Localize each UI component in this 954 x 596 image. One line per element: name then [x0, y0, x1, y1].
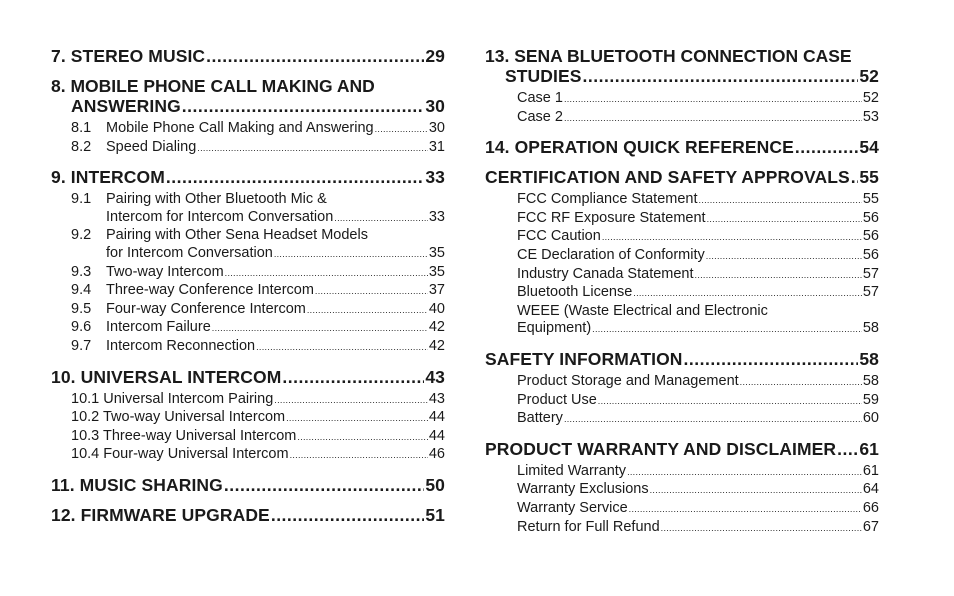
subentry-title: 10.3 Three-way Universal Intercom — [71, 427, 297, 444]
dot-leader — [274, 392, 428, 410]
subentry-title-line1: Pairing with Other Sena Headset Models — [106, 227, 368, 244]
subentry-number: 9.1 — [71, 191, 92, 208]
dot-leader — [182, 96, 425, 116]
toc-subentry[interactable] — [485, 90, 879, 109]
dot-leader — [375, 121, 428, 139]
page-number: 33 — [428, 208, 445, 225]
toc-subentry[interactable] — [485, 410, 879, 429]
subentry-title-line2: Equipment) — [517, 320, 592, 337]
dot-leader — [224, 475, 424, 495]
subentry-title-line1[interactable]: WEEE (Waste Electrical and Electronic — [517, 302, 768, 319]
page-number: 61 — [859, 438, 879, 459]
dot-leader — [661, 520, 862, 538]
dot-leader — [602, 229, 862, 247]
toc-subentry[interactable] — [485, 266, 879, 285]
subentry-title: Intercom Failure — [106, 319, 211, 336]
toc-subentry[interactable] — [485, 228, 879, 247]
toc-subentry[interactable] — [485, 373, 879, 392]
toc-subentry[interactable] — [51, 301, 445, 320]
page-number: 35 — [428, 244, 445, 261]
toc-subentry[interactable] — [485, 109, 879, 128]
toc-subentry[interactable] — [51, 338, 445, 357]
dot-leader — [286, 410, 428, 428]
toc-section-14 — [485, 137, 879, 157]
toc-subentry[interactable] — [485, 284, 879, 303]
page-number: 51 — [425, 504, 445, 525]
toc-right-column — [485, 46, 879, 547]
dot-leader — [197, 140, 428, 158]
dot-leader — [695, 267, 862, 285]
page-number: 58 — [862, 320, 879, 337]
subentry-number: 8.2 — [71, 138, 92, 155]
dot-leader — [684, 349, 859, 369]
page-number: 56 — [862, 209, 879, 226]
page-number: 55 — [859, 167, 879, 188]
page-number: 56 — [862, 246, 879, 263]
toc-subentry[interactable] — [51, 120, 445, 139]
toc-section-warranty — [485, 439, 879, 537]
subentry-title: Two-way Intercom — [106, 263, 224, 280]
subentry-title: 10.2 Two-way Universal Intercom — [71, 409, 286, 426]
page-number: 57 — [862, 265, 879, 282]
toc-subentry[interactable] — [51, 264, 445, 283]
subentry-title: Return for Full Refund — [517, 518, 660, 535]
dot-leader — [699, 192, 862, 210]
subentry-title: Product Use — [517, 391, 597, 408]
subentry-title: Battery — [517, 410, 563, 427]
dot-leader — [282, 367, 424, 387]
section-title: 10. UNIVERSAL INTERCOM — [51, 366, 282, 387]
page-number: 52 — [859, 66, 879, 86]
toc-entry-certification[interactable] — [485, 167, 879, 187]
page-number: 52 — [862, 90, 879, 106]
page-number: 59 — [862, 391, 879, 408]
subentry-title-line2: Intercom for Intercom Conversation — [106, 208, 334, 225]
page-number: 66 — [862, 499, 879, 516]
dot-leader — [315, 283, 428, 301]
page-number: 37 — [428, 282, 445, 299]
page-number: 31 — [428, 138, 445, 155]
toc-subentry[interactable] — [485, 519, 879, 538]
subentry-title: Limited Warranty — [517, 462, 627, 479]
subentry-title-line1: Pairing with Other Bluetooth Mic & — [106, 191, 327, 208]
toc-entry-mobile-phone[interactable] — [51, 96, 445, 116]
dot-leader — [627, 464, 862, 482]
section-title: 14. OPERATION QUICK REFERENCE — [485, 137, 794, 158]
page-number: 44 — [428, 409, 445, 426]
subentry-number: 9.2 — [71, 227, 92, 244]
dot-leader — [564, 411, 862, 429]
toc-subentry[interactable] — [485, 210, 879, 229]
toc-subentry[interactable] — [51, 282, 445, 301]
page-number: 55 — [862, 191, 879, 208]
dot-leader — [583, 66, 859, 86]
toc-section-certification — [485, 167, 879, 339]
subentry-title: 10.1 Universal Intercom Pairing — [71, 390, 274, 407]
toc-entry-universal-intercom[interactable] — [51, 367, 445, 387]
page-number: 29 — [425, 46, 445, 66]
section-title: 11. MUSIC SHARING — [51, 474, 223, 495]
dot-leader — [795, 137, 858, 157]
dot-leader — [256, 339, 428, 357]
subentry-title: Intercom Reconnection — [106, 337, 256, 354]
toc-left-column — [51, 46, 445, 535]
toc-subentry-line2[interactable] — [485, 320, 879, 339]
subentry-title: Bluetooth License — [517, 284, 633, 301]
toc-subentry[interactable] — [485, 191, 879, 210]
page-number: 50 — [425, 474, 445, 495]
toc-subentry-line1[interactable] — [51, 227, 445, 245]
subentry-title: Speed Dialing — [106, 138, 197, 155]
toc-subentry[interactable] — [51, 446, 445, 465]
dot-leader — [707, 211, 862, 229]
subentry-title: CE Declaration of Conformity — [517, 246, 705, 263]
dot-leader — [740, 374, 862, 392]
toc-subentry[interactable] — [485, 247, 879, 266]
dot-leader — [650, 482, 862, 500]
toc-entry-case-studies[interactable] — [485, 66, 879, 86]
dot-leader — [290, 447, 428, 465]
page-number: 57 — [862, 284, 879, 301]
dot-leader — [633, 285, 862, 303]
dot-leader — [334, 210, 428, 228]
subentry-number: 9.3 — [71, 263, 92, 280]
page-number: 54 — [859, 137, 879, 158]
toc-entry-quick-reference[interactable] — [485, 137, 879, 157]
page-number: 35 — [428, 263, 445, 280]
dot-leader — [166, 167, 424, 187]
page-number: 60 — [862, 410, 879, 427]
subentry-title: Mobile Phone Call Making and Answering — [106, 120, 374, 136]
subentry-title: Three-way Conference Intercom — [106, 282, 314, 299]
dot-leader — [706, 248, 862, 266]
subentry-number: 8.1 — [71, 120, 92, 136]
subentry-title: FCC Compliance Statement — [517, 191, 698, 208]
dot-leader — [206, 46, 424, 66]
toc-subentry[interactable] — [51, 139, 445, 158]
dot-leader — [271, 505, 425, 525]
section-title: 7. STEREO MUSIC — [51, 46, 206, 66]
dot-leader — [564, 91, 862, 109]
subentry-number: 9.6 — [71, 319, 92, 336]
toc-subentry[interactable] — [51, 319, 445, 338]
page-number: 40 — [428, 300, 445, 317]
page-number: 42 — [428, 337, 445, 354]
page-number: 30 — [425, 96, 445, 116]
section-title: 9. INTERCOM — [51, 167, 165, 188]
page-number: 64 — [862, 481, 879, 498]
toc-subentry[interactable] — [51, 391, 445, 410]
toc-subentry[interactable] — [485, 463, 879, 482]
toc-subentry[interactable] — [485, 500, 879, 519]
subentry-title: Case 1 — [517, 90, 563, 106]
dot-leader — [225, 265, 428, 283]
toc-subentry-line2[interactable] — [51, 245, 445, 264]
subentry-title: Product Storage and Management — [517, 372, 739, 389]
toc-entry-warranty[interactable] — [485, 439, 879, 459]
toc-entry-intercom[interactable] — [51, 167, 445, 187]
section-title: CERTIFICATION AND SAFETY APPROVALS — [485, 167, 850, 188]
page-number: 43 — [428, 390, 445, 407]
toc-entry-stereo-music[interactable] — [51, 46, 445, 66]
toc-section-9 — [51, 167, 445, 356]
dot-leader — [274, 246, 428, 264]
page-number: 33 — [425, 167, 445, 188]
page-number: 30 — [428, 120, 445, 136]
subentry-title: FCC Caution — [517, 228, 601, 245]
subentry-title: Industry Canada Statement — [517, 265, 694, 282]
subentry-title: FCC RF Exposure Statement — [517, 209, 706, 226]
page-number: 43 — [425, 366, 445, 387]
section-title-line1[interactable]: 13. SENA BLUETOOTH CONNECTION CASE — [485, 46, 852, 66]
toc-subentry-line2[interactable] — [51, 209, 445, 228]
toc-subentry[interactable] — [51, 428, 445, 447]
subentry-number: 9.7 — [71, 337, 92, 354]
dot-leader — [307, 302, 428, 320]
toc-section-11 — [51, 475, 445, 495]
dot-leader — [598, 393, 862, 411]
toc-entry-firmware-upgrade[interactable] — [51, 505, 445, 525]
subentry-title-line2: for Intercom Conversation — [106, 244, 273, 261]
dot-leader — [297, 429, 427, 447]
page-number: 58 — [859, 348, 879, 369]
page-number: 46 — [428, 446, 445, 463]
page-number: 56 — [862, 228, 879, 245]
toc-section-10 — [51, 367, 445, 465]
toc-subentry-line1[interactable] — [51, 191, 445, 209]
section-title-line2: ANSWERING — [71, 96, 181, 116]
toc-section-7[interactable] — [51, 46, 445, 66]
dot-leader — [837, 439, 858, 459]
page-number: 67 — [862, 518, 879, 535]
section-title: PRODUCT WARRANTY AND DISCLAIMER — [485, 438, 837, 459]
subentry-title: Four-way Conference Intercom — [106, 300, 306, 317]
toc-entry-safety-information[interactable] — [485, 349, 879, 369]
toc-section-13 — [485, 46, 879, 127]
subentry-title: Case 2 — [517, 108, 563, 125]
page-number: 58 — [862, 372, 879, 389]
page-number: 42 — [428, 319, 445, 336]
toc-section-safety — [485, 349, 879, 429]
page-number: 53 — [862, 108, 879, 125]
toc-subentry[interactable] — [51, 409, 445, 428]
dot-leader — [592, 321, 862, 339]
dot-leader — [851, 167, 859, 187]
section-title-line1[interactable]: 8. MOBILE PHONE CALL MAKING AND — [51, 76, 375, 96]
toc-entry-music-sharing[interactable] — [51, 475, 445, 495]
subentry-number: 9.4 — [71, 282, 92, 299]
dot-leader — [564, 110, 862, 128]
page-number: 61 — [862, 462, 879, 479]
subentry-title: 10.4 Four-way Universal Intercom — [71, 446, 289, 463]
toc-section-8 — [51, 76, 445, 157]
toc-section-12 — [51, 505, 445, 525]
subentry-number: 9.5 — [71, 300, 92, 317]
dot-leader — [212, 320, 428, 338]
subentry-title: Warranty Exclusions — [517, 481, 649, 498]
page-number: 44 — [428, 427, 445, 444]
section-title-line2: STUDIES — [505, 66, 582, 86]
dot-leader — [629, 501, 862, 519]
subentry-title: Warranty Service — [517, 499, 628, 516]
toc-subentry[interactable] — [485, 481, 879, 500]
section-title: 12. FIRMWARE UPGRADE — [51, 504, 270, 525]
toc-subentry[interactable] — [485, 392, 879, 411]
section-title: SAFETY INFORMATION — [485, 348, 683, 369]
